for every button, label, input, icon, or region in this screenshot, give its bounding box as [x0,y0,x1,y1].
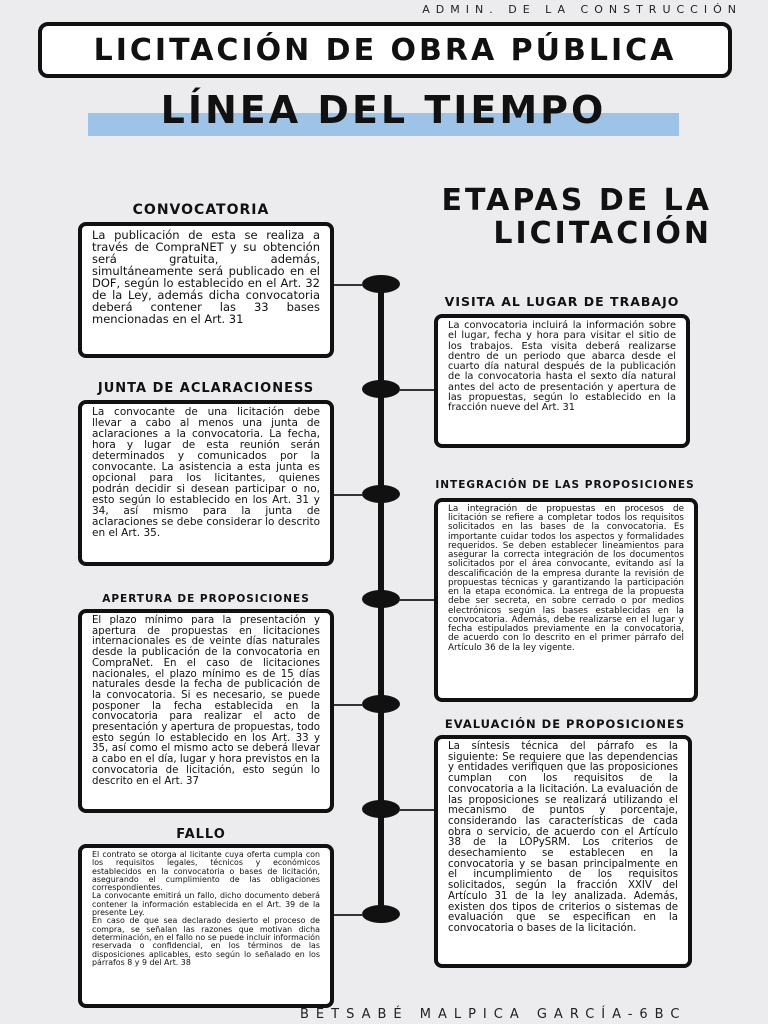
evaluacion-text: La síntesis técnica del párrafo es la siguiente: Se requiere que las dependencias y entidades verifiquen que las proposiciones cumplan con los requisitos de la convocatoria a la licitación. La evaluación de las proposiciones se realizará utilizando el mecanismo de puntos y porcentaje, considerando las características de cada obra o servicio, de acuerdo con el Artículo 38 de la LOPySRM. Los criterios de desechamiento se establecen en la convocatoria y se basan principalmente en el incumplimiento de los requisitos solicitados, según la fracción XXIV del Artículo 31 de la ley analizada. Además, existen dos tipos de criterios o sistemas de evaluación que se especifican en la convocatoria o bases de la licitación. [448,741,678,934]
connector-evaluacion [399,809,436,811]
apertura-card [78,609,334,813]
page-title [38,22,732,78]
connector-integracion [399,599,436,601]
connector-junta [333,494,363,496]
apertura-heading: APERTURA DE PROPOSICIONES [102,593,310,605]
visita-text: La convocatoria incluirá la información sobre el lugar, fecha y hora para visitar el sitio de los trabajos. Esta visita deberá realizarse dentro de un periodo que abarca desde el cuarto día natural después de la publicación de la convocatoria hasta el sexto día natural antes del acto de presentación y apertura de las propuestas, según lo establecido en la fracción nueve del Art. 31 [448,320,676,414]
subject-label: ADMIN. DE LA CONSTRUCCIÓN [422,3,742,16]
timeline-node-visita [362,380,400,398]
integracion-card [434,498,698,702]
fallo-card [78,844,334,1008]
timeline-node-apertura [362,695,400,713]
timeline-node-evaluacion [362,800,400,818]
evaluacion-heading: EVALUACIÓN DE PROPOSICIONES [444,717,686,731]
junta-card [78,400,334,566]
integracion-text: La integración de propuestas en procesos de licitación se refiere a completar todos los requisitos solicitados en las bases de la convocatoria. Es importante cuidar todos los aspectos y formalidades requeridos. Se deben establecer lineamientos para asegurar la correcta integración de los documentos solicitados por el área convocante, evitando así la descalificación de la empresa durante la revisión de propuestas técnicas y garantizando la participación en la etapa económica. La entrega de la propuesta debe ser secreta, en sobre cerrado o por medios electrónicos según las bases establecidas en la convocatoria. Además, debe realizarse en el lugar y fecha estipulados previamente en la convocatoria, de acuerdo con lo descrito en el primer párrafo del Artículo 36 de la ley vigente. [448,504,684,653]
convocatoria-heading: CONVOCATORIA [132,202,270,218]
visita-card [434,314,690,448]
apertura-text: El plazo mínimo para la presentación y apertura de propuestas en licitaciones internacionales es de veinte días naturales desde la publicación de la convocatoria en CompraNet. En el caso de licitaciones nacionales, el plazo mínimo es de 15 días naturales desde la fecha de publicación de la convocatoria. Si es necesario, se puede posponer la fecha establecida en la convocatoria para realizar el acto de presentación y apertura de propuestas, todo esto según lo establecido en los Art. 33 y 35, así como el mismo acto se deberá llevar a cabo en el día, lugar y hora previstos en la convocatoria de licitación, esto según lo descrito en el Art. 37 [92,615,320,787]
evaluacion-card [434,735,692,968]
timeline-node-junta [362,485,400,503]
connector-visita [399,389,436,391]
page-title-text: LICITACIÓN DE OBRA PÚBLICA [93,32,677,68]
etapas-heading-line2: LICITACIÓN [493,216,712,251]
connector-apertura [333,704,363,706]
connector-fallo [333,914,363,916]
fallo-text-3: En caso de que sea declarado desierto el proceso de compra, se señalan las razones que motivan dicha determinación, en el fallo no se puede incluir información reservada o confidencial, en los términos de las disposiciones aplicables, esto según lo señalado en los párrafos 8 y 9 del Art. 38 [92,916,320,967]
convocatoria-text: La publicación de esta se realiza a través de CompraNET y su obtención será gratuita, además, simultáneamente será publicado en el DOF, según lo establecido en el Art. 32 de la Ley, además dicha convocatoria deberá contener las 33 bases mencionadas en el Art. 31 [92,228,320,327]
convocatoria-card [78,222,334,358]
visita-heading: VISITA AL LUGAR DE TRABAJO [444,294,680,309]
etapas-heading [392,184,712,250]
timeline-node-fallo [362,905,400,923]
timeline-node-integracion [362,590,400,608]
fallo-text-1: El contrato se otorga al licitante cuya oferta cumpla con los requisitos legales, técnicos y económicos establecidos en la convocatoria o bases de licitación, asegurando el cumplimiento de las obligaciones correspondientes. [92,850,320,893]
author-footer: BETSABÉ MALPICA GARCÍA-6BC [300,1007,687,1022]
junta-heading: JUNTA DE ACLARACIONESS [97,381,315,396]
timeline-node-convocatoria [362,275,400,293]
etapas-heading-line1: ETAPAS DE LA [441,183,712,218]
connector-convocatoria [333,284,363,286]
fallo-text-2: La convocante emitirá un fallo, dicho documento deberá contener la información establecida en el Art. 39 de la presente Ley. [92,891,320,918]
subtitle: LÍNEA DEL TIEMPO [160,88,607,132]
junta-text: La convocante de una licitación debe llevar a cabo al menos una junta de aclaraciones a la convocatoria. La fecha, hora y lugar de esta reunión serán determinados y comunicados por la convocante. La asistencia a esta junta es opcional para los licitantes, quienes podrán decidir si desean participar o no, esto según lo establecido en los Art. 31 y 34, así mismo para la junta de aclaraciones se debe considerar lo descrito en el Art. 35. [92,406,320,540]
fallo-heading: FALLO [176,827,226,842]
integracion-heading: INTEGRACIÓN DE LAS PROPOSICIONES [435,479,695,491]
